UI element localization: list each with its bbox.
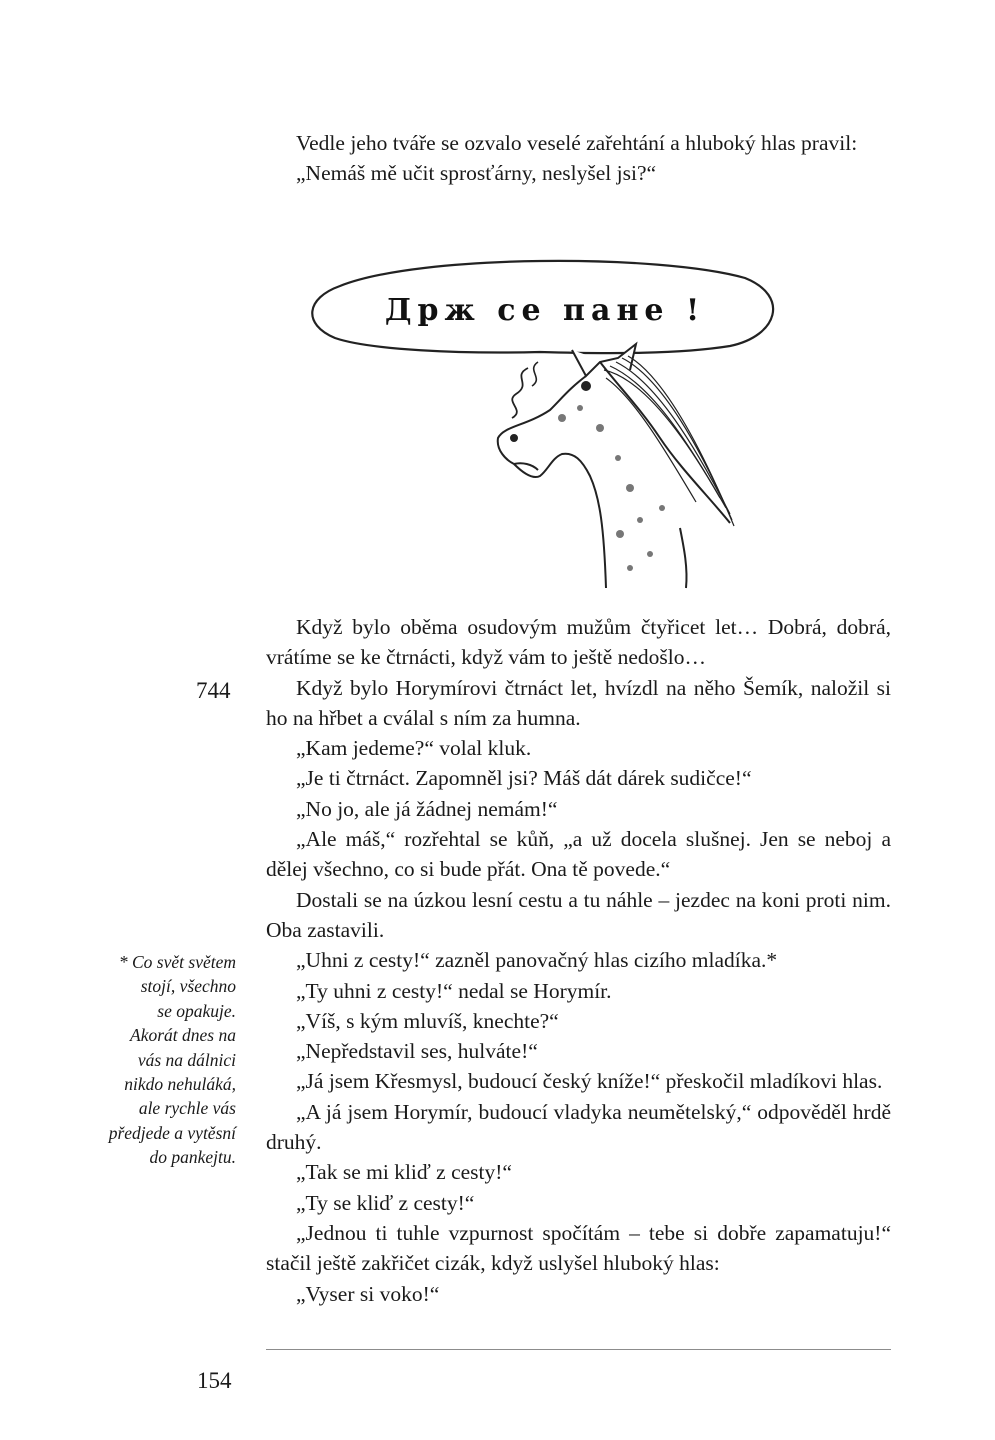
paragraph: Když bylo Horymírovi čtrnáct let, hvízdl na něho Šemík, naložil si ho na hřbet a cválal s ním za humna. xyxy=(266,675,891,730)
footnote-line: předjede a vytěsní xyxy=(108,1122,236,1143)
footnote xyxy=(96,950,236,1170)
paragraph: „A já jsem Horymír, budoucí vladyka neumětelský,“ odpověděl hrdě druhý. xyxy=(266,1099,891,1155)
footnote-line: do pankejtu. xyxy=(149,1147,236,1168)
paragraph: „Kam jedeme?“ volal kluk. xyxy=(296,736,532,761)
footnote-line: Akorát dnes na xyxy=(130,1025,236,1046)
paragraph: Dostali se na úzkou lesní cestu a tu náhle – jezdec na koni proti nim. Oba zastavili. xyxy=(266,887,891,942)
horse-head-icon xyxy=(498,344,734,588)
paragraph: „Ty uhni z cesty!“ nedal se Horymír. xyxy=(296,978,612,1003)
paragraph: „Je ti čtrnáct. Zapomněl jsi? Máš dát dárek sudičce!“ xyxy=(296,766,752,791)
paragraph: „Já jsem Křesmysl, budoucí český kníže!“ přeskočil mladíkovi hlas. xyxy=(296,1069,883,1094)
footer-rule xyxy=(266,1349,891,1350)
horse-illustration xyxy=(300,258,780,598)
text-block-main xyxy=(266,612,891,1309)
paragraph: „Nepředstavil ses, hulváte!“ xyxy=(296,1039,538,1064)
paragraph: Vedle jeho tváře se ozvalo veselé zařehtání a hluboký hlas pravil: xyxy=(296,131,858,155)
paragraph: „Vyser si voko!“ xyxy=(296,1281,440,1306)
paragraph: „Ty se kliď z cesty!“ xyxy=(296,1190,475,1215)
footnote-line: stojí, všechno xyxy=(140,976,236,997)
paragraph: „Nemáš mě učit sprosťárny, neslyšel jsi?“ xyxy=(296,161,657,186)
footnote-line: se opakuje. xyxy=(157,1000,236,1021)
margin-year: 744 xyxy=(196,678,231,703)
speech-text: Држ се пане ! xyxy=(384,293,706,328)
paragraph: „Jednou ti tuhle vzpurnost spočítám – tebe si dobře zapamatuju!“ stačil ještě zakřičet cizák, když uslyšel hluboký hlas: xyxy=(266,1220,891,1276)
paragraph: „Uhni z cesty!“ zazněl panovačný hlas cizího mladíka.* xyxy=(296,948,778,973)
paragraph: „Víš, s kým mluvíš, knechte?“ xyxy=(296,1008,559,1033)
footnote-line: * Co svět světem xyxy=(118,952,236,972)
footnote-line: ale rychle vás xyxy=(138,1098,236,1119)
paragraph: „Ale máš,“ rozřehtal se kůň, „a už docela slušnej. Jen se neboj a dělej všechno, co si bude přát. Ona tě povede.“ xyxy=(266,827,891,882)
page-number: 154 xyxy=(197,1368,232,1393)
footnote-line: nikdo nehuláká, xyxy=(124,1074,236,1095)
paragraph: „Tak se mi kliď z cesty!“ xyxy=(296,1160,512,1185)
paragraph: Když bylo oběma osudovým mužům čtyřicet let… Dobrá, dobrá, vrátíme se ke čtrnácti, když vám to ještě nedošlo… xyxy=(266,615,891,670)
text-block-top xyxy=(266,128,891,189)
paragraph: „No jo, ale já žádnej nemám!“ xyxy=(296,796,558,821)
footnote-line: vás na dálnici xyxy=(137,1049,236,1070)
